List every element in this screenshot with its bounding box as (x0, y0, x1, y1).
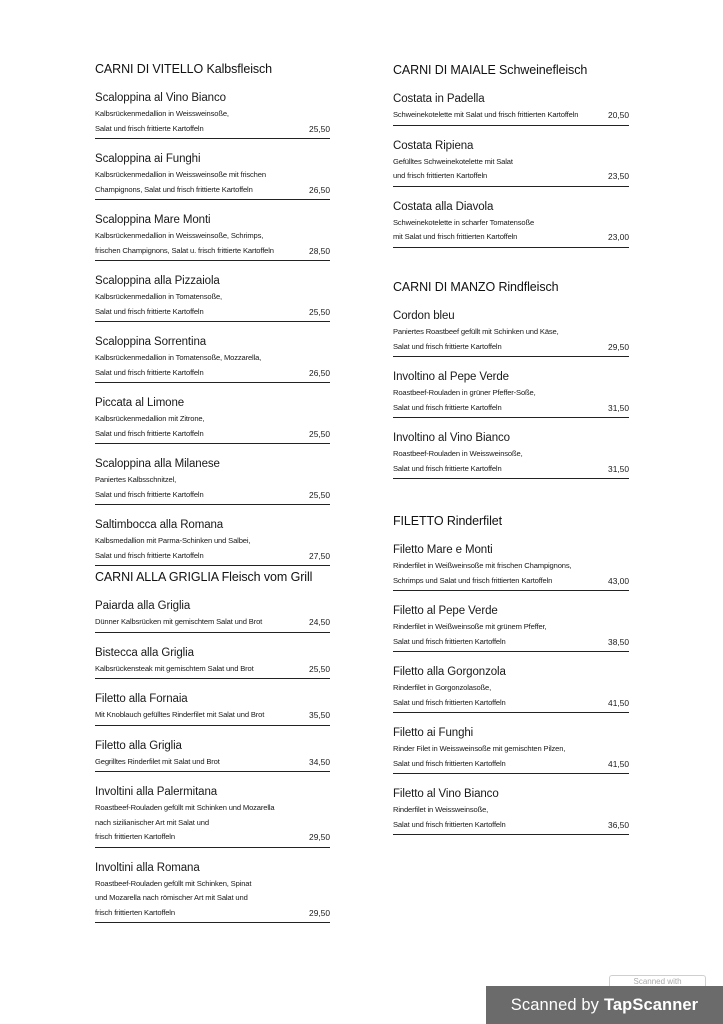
scanner-watermark (486, 986, 723, 1024)
menu-item (95, 861, 330, 924)
item-detail-row (393, 681, 629, 710)
watermark-prefix: Scanned by (510, 995, 599, 1014)
menu-item (393, 604, 629, 652)
item-description: Kalbsrückenmedallion mit Zitrone, Salat und frisch frittierte Kartoffeln (95, 414, 205, 438)
item-price: 43,00 (608, 575, 629, 586)
item-detail-row (393, 325, 629, 354)
menu-item (95, 335, 330, 383)
item-description: Roastbeef-Rouladen in grüner Pfeffer-Soße, Salat und frisch frittierte Kartoffeln (393, 388, 536, 412)
item-name: Filetto al Pepe Verde (393, 605, 498, 617)
item-detail-row (95, 412, 330, 441)
watermark-brand: TapScanner (603, 995, 699, 1014)
item-price: 29,50 (309, 907, 330, 918)
menu-item (95, 518, 330, 566)
menu-item (95, 457, 330, 505)
item-detail-row (393, 108, 629, 123)
item-price: 31,50 (608, 402, 629, 413)
item-name: Involtini alla Palermitana (95, 786, 218, 798)
item-name: Scaloppina al Vino Bianco (95, 92, 226, 104)
item-price: 41,50 (608, 758, 629, 769)
item-description: Rinder Filet in Weissweinsoße mit gemischten Pilzen, Salat und frisch frittierten Kartoffeln (393, 744, 566, 768)
item-description: Rinderfilet in Weißweinsoße mit frischen Champignons, Schrimps und Salat und frisch frittierten Kartoffeln (393, 561, 572, 585)
menu-item (95, 213, 330, 261)
item-description: Rinderfilet in Weißweinsoße mit grünem Pfeffer, Salat und frisch frittierten Kartoffeln (393, 622, 547, 646)
item-price: 23,00 (608, 232, 629, 242)
menu-item (393, 200, 629, 248)
item-detail-row (95, 801, 330, 845)
menu-item (95, 274, 330, 322)
item-price: 25,50 (309, 663, 330, 674)
item-detail-row (393, 559, 629, 588)
item-detail-row (95, 877, 330, 921)
item-price: 28,50 (309, 245, 330, 256)
section-vitello (95, 61, 330, 579)
menu-item (393, 431, 629, 479)
menu-item (393, 309, 629, 357)
item-detail-row (95, 534, 330, 563)
item-description: Rinderfilet in Weissweinsoße, Salat und frisch frittierten Kartoffeln (393, 805, 506, 829)
item-name: Paiarda alla Griglia (95, 600, 191, 612)
item-price: 34,50 (309, 756, 330, 767)
item-name: Involtino al Vino Bianco (393, 432, 510, 444)
item-description: Dünner Kalbsrücken mit gemischtem Salat und Brot (95, 617, 263, 626)
item-detail-row (393, 216, 629, 245)
section-griglia (95, 569, 330, 936)
item-name: Filetto alla Fornaia (95, 693, 188, 705)
item-price: 23,50 (608, 171, 629, 181)
item-price: 29,50 (309, 832, 330, 842)
item-detail-row (95, 107, 330, 136)
item-name: Involtino al Pepe Verde (393, 371, 509, 383)
item-description: Gegrilltes Rinderfilet mit Salat und Brot (95, 756, 220, 766)
item-description: Kalbsrückenmedallion in Weissweinsoße mit frischen Champignons, Salat und frisch frittierte Kartoffeln (95, 170, 266, 194)
item-detail-row (95, 229, 330, 258)
item-description: Roastbeef-Rouladen gefüllt mit Schinken und Mozarella nach sizilianischer Art mit Salat und frisch frittierten Kartoffeln (95, 803, 275, 841)
menu-item (95, 692, 330, 726)
menu-item (95, 646, 330, 680)
item-description: Roastbeef-Rouladen in Weissweinsoße, Salat und frisch frittierte Kartoffeln (393, 449, 523, 473)
item-name: Cordon bleu (393, 310, 455, 322)
item-price: 25,50 (309, 306, 330, 317)
item-description: Rinderfilet in Gorgonzolasoße, Salat und frisch frittierten Kartoffeln (393, 683, 506, 707)
menu-item (393, 787, 629, 835)
item-description: Paniertes Kalbsschnitzel, Salat und frisch frittierte Kartoffeln (95, 475, 204, 499)
item-name: Scaloppina alla Pizzaiola (95, 275, 220, 287)
item-description: Mit Knoblauch gefülltes Rinderfilet mit Salat und Brot (95, 710, 265, 719)
item-price: 25,50 (309, 489, 330, 500)
item-detail-row (393, 447, 629, 476)
item-name: Filetto Mare e Monti (393, 544, 493, 556)
item-name: Costata alla Diavola (393, 200, 494, 213)
item-price: 36,50 (608, 819, 629, 830)
item-description: Kalbsrückenmedallion in Weissweinsoße, Salat und frisch frittierte Kartoffeln (95, 109, 229, 133)
section-title: CARNI DI MAIALE Schweinefleisch (393, 63, 588, 77)
item-description: Kalbsmedallion mit Parma-Schinken und Salbei, Salat und frisch frittierte Kartoffeln (95, 536, 251, 560)
item-price: 24,50 (309, 617, 330, 627)
item-description: Roastbeef-Rouladen gefüllt mit Schinken, Spinat und Mozarella nach römischer Art mit Salat und frisch frittierten Kartoffeln (95, 878, 252, 917)
item-detail-row (393, 155, 629, 184)
item-description: Gefülltes Schweinekotelette mit Salat und frisch frittierten Kartoffeln (393, 156, 513, 180)
item-description: Kalbsrückenmedallion in Tomatensoße, Salat und frisch frittierte Kartoffeln (95, 292, 223, 316)
item-price: 31,50 (608, 463, 629, 474)
menu-item (95, 396, 330, 444)
item-price: 29,50 (608, 341, 629, 352)
item-detail-row (95, 473, 330, 502)
menu-item (95, 785, 330, 848)
menu-item (95, 91, 330, 139)
menu-item (393, 665, 629, 713)
item-description: Kalbsrückensteak mit gemischtem Salat und Brot (95, 663, 254, 673)
item-description: Kalbsrückenmedallion in Tomatensoße, Mozzarella, Salat und frisch frittierte Kartoffeln (95, 353, 262, 377)
item-price: 25,50 (309, 123, 330, 134)
section-title: CARNI ALLA GRIGLIA Fleisch vom Grill (95, 570, 313, 584)
item-detail-row (95, 168, 330, 197)
item-price: 20,50 (608, 110, 629, 120)
item-name: Costata in Padella (393, 93, 485, 105)
item-price: 35,50 (309, 710, 330, 720)
item-name: Piccata al Limone (95, 397, 185, 409)
item-price: 41,50 (608, 697, 629, 708)
menu-item (393, 726, 629, 774)
item-name: Filetto alla Gorgonzola (393, 666, 506, 678)
item-detail-row (95, 662, 330, 677)
item-description: Kalbsrückenmedallion in Weissweinsoße, Schrimps, frischen Champignons, Salat u. frisch frittierte Kartoffeln (95, 231, 274, 255)
item-name: Filetto alla Griglia (95, 739, 182, 752)
section-title: CARNI DI VITELLO Kalbsfleisch (95, 62, 273, 76)
item-price: 26,50 (309, 367, 330, 378)
item-price: 25,50 (309, 428, 330, 439)
menu-item (95, 152, 330, 200)
menu-item (393, 543, 629, 591)
item-name: Scaloppina ai Funghi (95, 153, 201, 165)
item-detail-row (95, 290, 330, 319)
item-detail-row (393, 742, 629, 771)
menu-item (393, 92, 629, 126)
item-name: Saltimbocca alla Romana (95, 519, 224, 531)
item-price: 27,50 (309, 550, 330, 561)
item-detail-row (393, 620, 629, 649)
item-name: Scaloppina alla Milanese (95, 458, 220, 470)
item-name: Filetto al Vino Bianco (393, 788, 499, 800)
item-description: Schweinekotelette mit Salat und frisch frittierten Kartoffeln (393, 110, 579, 119)
section-filetto (393, 513, 629, 848)
section-maiale (393, 62, 629, 261)
item-price: 26,50 (309, 184, 330, 195)
item-name: Scaloppina Sorrentina (95, 336, 207, 348)
menu-item (393, 370, 629, 418)
item-detail-row (393, 803, 629, 832)
section-manzo (393, 279, 629, 492)
menu-item (95, 739, 330, 773)
item-detail-row (393, 386, 629, 415)
menu-item (393, 139, 629, 187)
item-detail-row (95, 615, 330, 630)
item-description: Paniertes Roastbeef gefüllt mit Schinken und Käse, Salat und frisch frittierte Kartoffeln (393, 327, 559, 351)
item-price: 38,50 (608, 636, 629, 647)
item-name: Filetto ai Funghi (393, 727, 474, 739)
item-name: Bistecca alla Griglia (95, 646, 194, 659)
section-title: FILETTO Rinderfilet (393, 514, 503, 528)
scanner-ghost-label: Scanned with (609, 975, 706, 987)
item-name: Involtini alla Romana (95, 861, 200, 874)
item-name: Costata Ripiena (393, 139, 474, 152)
item-name: Scaloppina Mare Monti (95, 214, 211, 226)
menu-item (95, 599, 330, 633)
section-title: CARNI DI MANZO Rindfleisch (393, 280, 559, 294)
item-detail-row (95, 351, 330, 380)
item-description: Schweinekotelette in scharfer Tomatensoße mit Salat und frisch frittierten Kartoffeln (393, 217, 535, 241)
item-detail-row (95, 708, 330, 723)
item-detail-row (95, 755, 330, 770)
